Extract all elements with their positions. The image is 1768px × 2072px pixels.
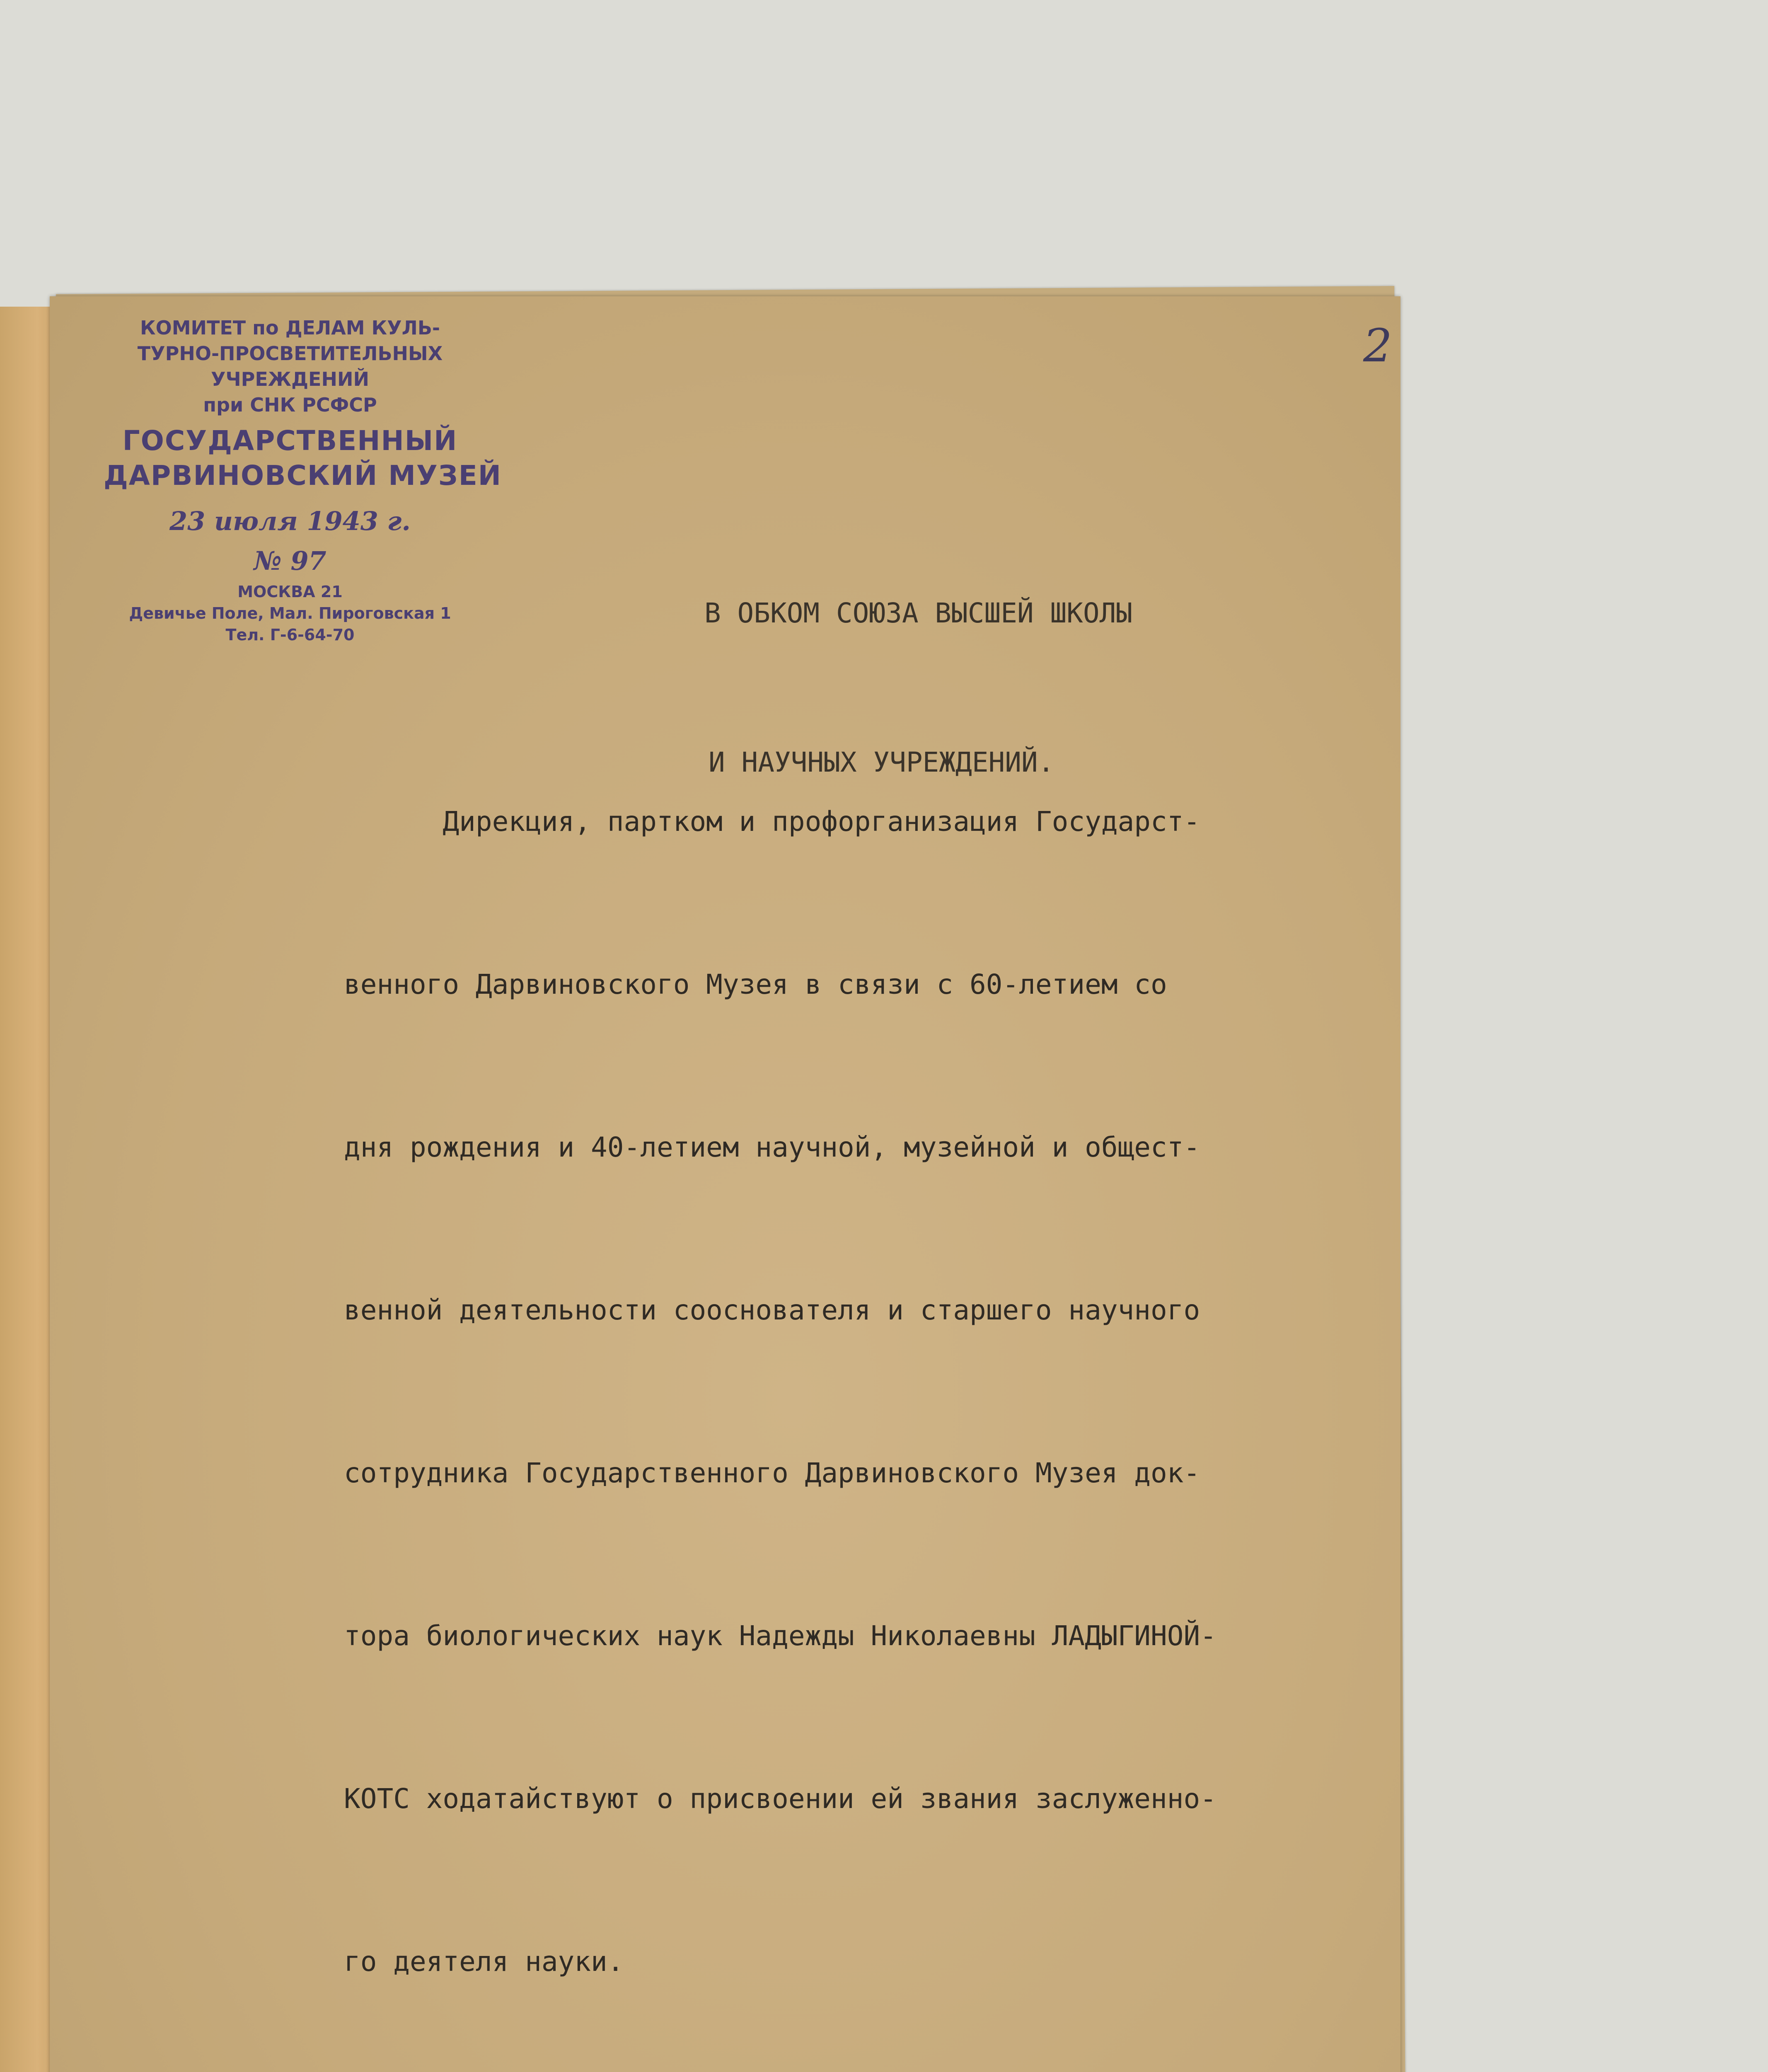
stamp-line-4: при СНК РСФСР [203, 394, 377, 416]
stamp-number: № 97 [254, 546, 327, 576]
body-line: КОТС ходатайствуют о присвоении ей звания заслуженно- [344, 1783, 1217, 1815]
stamp-line-2: ТУРНО-ПРОСВЕТИТЕЛЬНЫХ [137, 342, 443, 365]
body-line: го деятеля науки. [344, 1946, 624, 1978]
body-line: сотрудника Государственного Дарвиновского Музея док- [344, 1457, 1200, 1489]
stamp-line-1: КОМИТЕТ по ДЕЛАМ КУЛЬ- [140, 317, 440, 339]
body-line: Дирекция, партком и профорганизация Государст- [344, 806, 1200, 838]
stamp-address: Девичье Поле, Мал. Пироговская 1 [129, 604, 451, 622]
addressee-line-1: В ОБКОМ СОЮЗА ВЫСШЕЙ ШКОЛЫ [704, 597, 1133, 629]
addressee-line-2: И НАУЧНЫХ УЧРЕЖДЕНИЙ. [709, 746, 1055, 778]
stamp-date: 23 июля 1943 г. [169, 506, 411, 536]
body-line: дня рождения и 40-летием научной, музейной и общест- [344, 1131, 1200, 1163]
stamp-line-3: УЧРЕЖДЕНИЙ [211, 368, 369, 390]
stamp-line-5: ГОСУДАРСТВЕННЫЙ [122, 425, 458, 457]
stamp-line-6: ДАРВИНОВСКИЙ МУЗЕЙ [104, 460, 502, 491]
stamp-city: МОСКВА 21 [237, 583, 343, 601]
institution-stamp [104, 315, 502, 750]
stamp-phone: Тел. Г-6-64-70 [225, 626, 355, 644]
body-line: тора биологических наук Надежды Николаевны ЛАДЫГИНОЙ- [344, 1620, 1217, 1652]
body-line: венного Дарвиновского Музея в связи с 60-летием со [344, 968, 1167, 1000]
page-number: 2 [1363, 319, 1392, 372]
letter-body [344, 686, 1359, 2072]
body-line: венной деятельности сооснователя и старшего научного [344, 1294, 1200, 1326]
